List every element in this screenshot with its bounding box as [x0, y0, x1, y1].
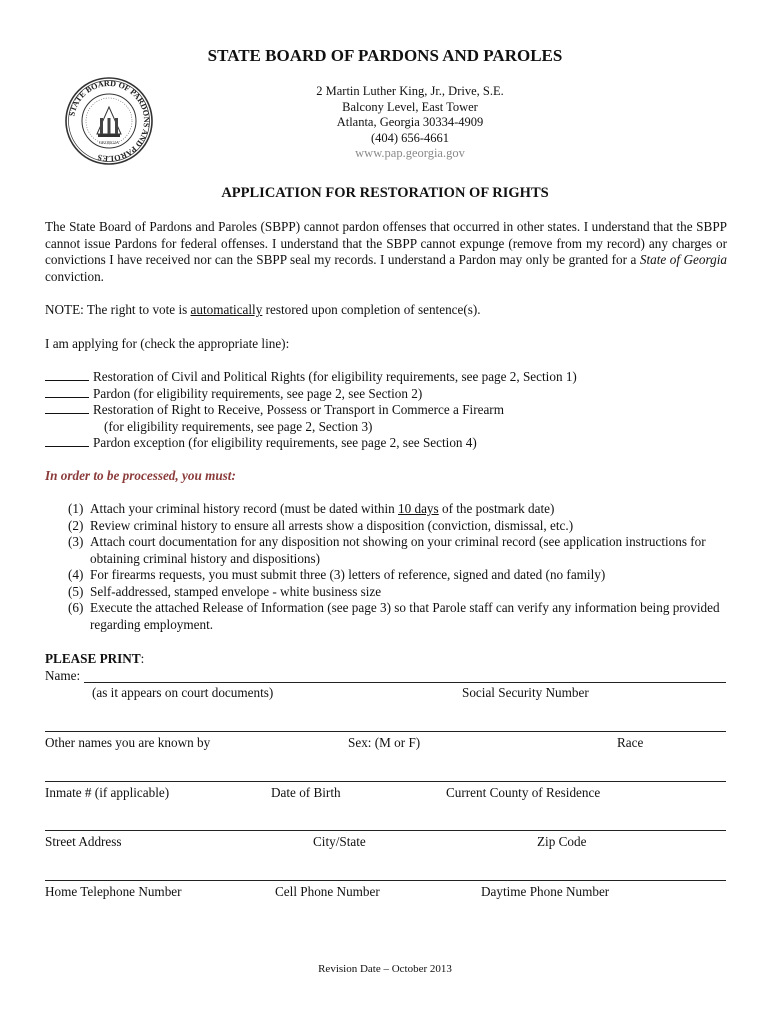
applying-for-label: I am applying for (check the appropriate line):	[45, 336, 290, 351]
race-label: Race	[617, 735, 644, 750]
county-label: Current County of Residence	[446, 785, 601, 800]
svg-text:GEORGIA: GEORGIA	[98, 140, 120, 145]
address-line-1: 2 Martin Luther King, Jr., Drive, S.E.	[316, 84, 504, 98]
form-title: APPLICATION FOR RESTORATION OF RIGHTS	[221, 185, 549, 201]
note-after: restored upon completion of sentence(s).	[262, 302, 481, 317]
intro-end: conviction.	[45, 268, 104, 284]
cell-phone-label: Cell Phone Number	[275, 884, 380, 899]
revision-date: Revision Date – October 2013	[318, 963, 452, 975]
note-before: NOTE: The right to vote is	[45, 302, 191, 317]
website-link[interactable]: www.pap.georgia.gov	[355, 146, 465, 160]
requirement-3: (3) Attach court documentation for any disposition not showing on your criminal record (see application instructions for obtaining criminal history and dispositions)	[68, 534, 706, 566]
address-input-line[interactable]	[45, 830, 726, 831]
city-state-label: City/State	[313, 834, 366, 849]
requirement-4: (4) For firearms requests, you must submit three (3) letters of reference, signed and dated (no family)	[68, 567, 606, 582]
inmate-label: Inmate # (if applicable)	[45, 785, 170, 800]
check-line[interactable]	[45, 402, 89, 414]
option-firearm-rights-note: (for eligibility requirements, see page 2, Section 3)	[104, 418, 373, 434]
please-print-heading: PLEASE PRINT:	[45, 651, 145, 666]
intro-text: The State Board of Pardons and Paroles (SBPP) cannot pardon offenses that occurred in other states. I understand that the SBPP cannot issue Pardons for federal offenses. I understand that the SBPP cannot expunge (remove from my record) any charges or convictions I have received nor can the SBPP seal my records. I understand a Pardon may only be granted for a	[45, 219, 727, 267]
intro-emphasis: State of Georgia	[639, 252, 728, 267]
page-title: STATE BOARD OF PARDONS AND PAROLES	[207, 46, 563, 65]
option-firearm-rights[interactable]: Restoration of Right to Receive, Possess or Transport in Commerce a Firearm	[45, 402, 504, 419]
other-names-input-line[interactable]	[45, 731, 726, 732]
dob-label: Date of Birth	[271, 785, 341, 800]
phone-number: (404) 656-4661	[370, 130, 450, 145]
address-line-3: Atlanta, Georgia 30334-4909	[336, 115, 484, 129]
name-input-line[interactable]	[84, 682, 726, 683]
option-civil-political-rights[interactable]: Restoration of Civil and Political Rights (for eligibility requirements, see page 2, Section 1)	[45, 369, 577, 386]
address-line-2: Balcony Level, East Tower	[342, 99, 478, 114]
state-seal-logo	[64, 76, 154, 166]
ssn-label: Social Security Number	[462, 685, 589, 700]
option-pardon-exception[interactable]: Pardon exception (for eligibility requirements, see page 2, see Section 4)	[45, 435, 477, 452]
requirement-2: (2) Review criminal history to ensure all arrests show a disposition (conviction, dismissal, etc.)	[68, 517, 574, 533]
address-block	[230, 84, 590, 162]
name-label: Name:	[45, 668, 81, 683]
requirement-5: (5) Self-addressed, stamped envelope - white business size	[68, 583, 382, 599]
daytime-phone-label: Daytime Phone Number	[481, 884, 610, 899]
name-note: (as it appears on court documents)	[92, 685, 274, 700]
option-pardon[interactable]: Pardon (for eligibility requirements, see page 2, see Section 2)	[45, 386, 422, 403]
check-line[interactable]	[45, 369, 89, 381]
other-names-label: Other names you are known by	[45, 735, 211, 750]
zip-label: Zip Code	[537, 834, 587, 849]
process-heading: In order to be processed, you must:	[45, 468, 236, 483]
requirement-6: (6) Execute the attached Release of Information (see page 3) so that Parole staff can verify any information being provided regarding employment.	[68, 600, 720, 632]
vote-note	[45, 302, 481, 319]
intro-paragraph	[45, 219, 727, 285]
note-underlined: automatically	[190, 302, 263, 317]
home-phone-label: Home Telephone Number	[45, 884, 182, 899]
street-label: Street Address	[45, 834, 122, 849]
svg-text:STATE BOARD OF PARDONS AND PAR: STATE BOARD OF PARDONS AND PAROLES	[67, 78, 152, 164]
phone-input-line[interactable]	[45, 880, 726, 881]
requirement-1: (1) Attach your criminal history record (must be dated within 10 days of the postmark date)	[68, 501, 555, 516]
inmate-input-line[interactable]	[45, 781, 726, 782]
sex-label: Sex: (M or F)	[348, 735, 421, 750]
check-line[interactable]	[45, 386, 89, 398]
check-line[interactable]	[45, 435, 89, 447]
